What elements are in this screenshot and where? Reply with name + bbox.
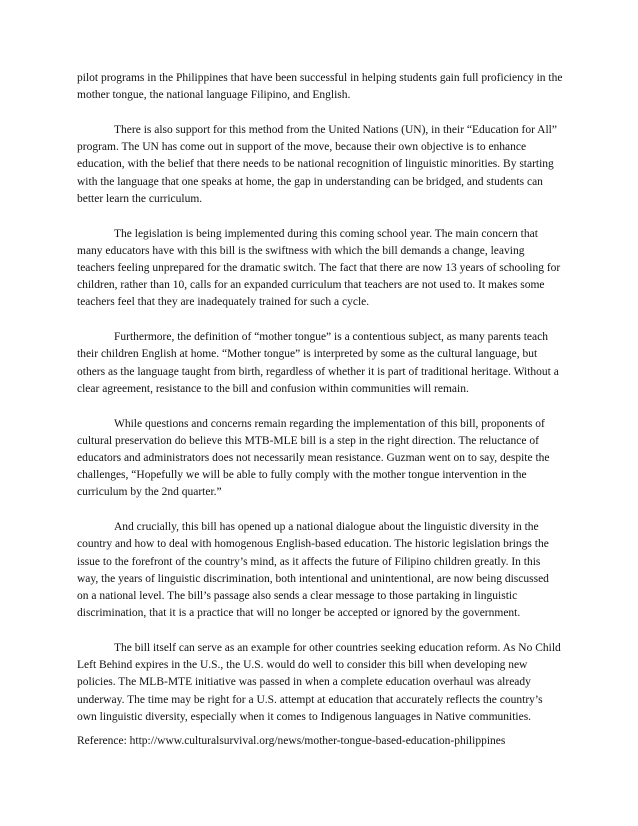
paragraph-national-dialogue: And crucially, this bill has opened up a national dialogue about the linguistic diversity in the country and how to deal with homogenous English-based education. The historic legislation brings the issue to the forefront of the country’s mind, as it affects the future of Filipino children greatly. In this way, the years of linguistic discrimination, both intentional and unintentional, are now being discussed on a national level. The bill’s passage also sends a clear message to those partaking in linguistic discrimination, that it is a practice that will no longer be accepted or ignored by the government. [77,521,549,620]
paragraph-continuation: pilot programs in the Philippines that have been successful in helping students gain full proficiency in the mother tongue, the national language Filipino, and English. [77,72,563,102]
document-body [77,70,563,744]
paragraph-un-support: There is also support for this method from the United Nations (UN), in their “Education for All” program. The UN has come out in support of the move, because their own objective is to enhance education, with the belief that there needs to be national recognition of linguistic minorities. By starting with the language that one speaks at home, the gap in understanding can be bridged, and students can better learn the curriculum. [77,124,557,205]
reference-line: Reference: http://www.culturalsurvival.org/news/mother-tongue-based-education-philippines [77,735,506,747]
paragraph-mother-tongue-definition: Furthermore, the definition of “mother tongue” is a contentious subject, as many parents teach their children English at home. “Mother tongue” is interpreted by some as the cultural language, but others as the language taught from birth, regardless of whether it is part of traditional heritage. Without a clear agreement, resistance to the bill and confusion within communities will remain. [77,331,559,395]
paragraph-example-for-others: The bill itself can serve as an example for other countries seeking education reform. As No Child Left Behind expires in the U.S., the U.S. would do well to consider this bill when developing new policies. The MLB-MTE initiative was passed in when a complete education overhaul was already underway. The time may be right for a U.S. attempt at education that accurately reflects the country’s own linguistic diversity, especially when it comes to Indigenous languages in Native communities. [77,642,561,723]
paragraph-legislation: The legislation is being implemented during this coming school year. The main concern that many educators have with this bill is the swiftness with which the bill demands a change, leaving teachers feeling unprepared for the dramatic switch. The fact that there are now 13 years of schooling for children, rather than 10, calls for an expanded curriculum that teachers are not used to. It makes some teachers feel that they are inadequately trained for such a cycle. [77,227,561,309]
paragraph-concerns: While questions and concerns remain regarding the implementation of this bill, proponents of cultural preservation do believe this MTB-MLE bill is a step in the right direction. The reluctance of educators and administrators does not necessarily mean resistance. Guzman went on to say, despite the challenges, “Hopefully we will be able to fully comply with the mother tongue intervention in the curriculum by the 2nd quarter.” [77,417,550,499]
